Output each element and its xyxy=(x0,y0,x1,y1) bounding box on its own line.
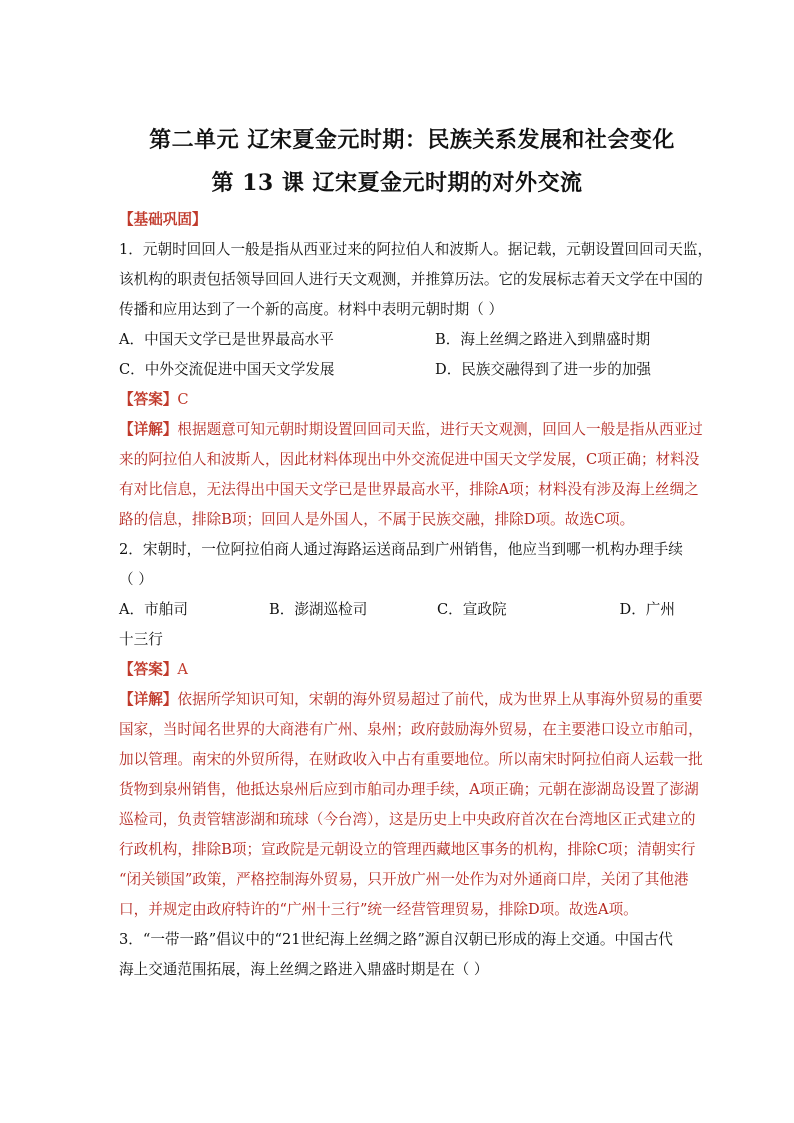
explanation-line: 来的阿拉伯人和波斯人，因此材料体现出中外交流促进中国天文学发展，C项正确；材料没 xyxy=(119,451,700,468)
explanation-line: 行政机构，排除B项；宣政院是元朝设立的管理西藏地区事务的机构，排除C项；清朝实行 xyxy=(119,841,696,858)
question-1-line: 该机构的职责包括领导回回人进行天文观测，并推算历法。它的发展标志着天文学在中国的 xyxy=(119,271,703,288)
explanation-line: 依据所学知识可知，宋朝的海外贸易超过了前代，成为世界上从事海外贸易的重要 xyxy=(177,691,703,708)
question-2 xyxy=(119,535,703,925)
option-a: A．中国天文学已是世界最高水平 xyxy=(119,331,334,348)
explanation-line: 有对比信息，无法得出中国天文学已是世界最高水平，排除A项；材料没有涉及海上丝绸之 xyxy=(119,481,699,498)
question-3-line: 3．“一带一路”倡议中的“21世纪海上丝绸之路”源自汉朝已形成的海上交通。中国古代 xyxy=(119,931,673,948)
explanation-line: “闭关锁国”政策，严格控制海外贸易，只开放广州一处作为对外通商口岸，关闭了其他港 xyxy=(119,871,689,888)
explanation-line: 加以管理。南宋的外贸所得，在财政收入中占有重要地位。所以南宋时阿拉伯商人运载一批 xyxy=(119,751,703,768)
answer-tag: 【答案】 xyxy=(119,391,178,408)
explanation xyxy=(119,685,703,925)
option-d: D．广州 xyxy=(619,601,675,618)
question-3 xyxy=(119,925,675,985)
option-d: D．民族交融得到了进一步的加强 xyxy=(435,361,652,378)
question-2-options-row xyxy=(119,595,675,625)
lesson-title: 第 13 课 辽宋夏金元时期的对外交流 xyxy=(211,170,583,196)
explanation-line: 国家，当时闻名世界的大商港有广州、泉州；政府鼓励海外贸易，在主要港口设立市舶司， xyxy=(119,721,703,738)
question-3-line: 海上交通范围拓展，海上丝绸之路进入鼎盛时期是在（ ） xyxy=(119,961,489,978)
answer-value: C xyxy=(177,391,189,408)
section-heading: 【基础巩固】 xyxy=(119,211,207,228)
option-d-continuation: 十三行 xyxy=(119,631,163,648)
explanation-line: 口，并规定由政府特许的“广州十三行”统一经营管理贸易，排除D项。故选A项。 xyxy=(119,901,638,918)
question-1-line: 传播和应用达到了一个新的高度。材料中表明元朝时期（ ） xyxy=(119,301,504,318)
question-1-options-row xyxy=(119,325,675,355)
question-1 xyxy=(119,235,713,535)
document-body xyxy=(119,205,713,985)
explanation-line: 根据题意可知元朝时期设置回回司天监，进行天文观测，回回人一般是指从西亚过 xyxy=(177,421,703,438)
question-1-line: 1．元朝时回回人一般是指从西亚过来的阿拉伯人和波斯人。据记载，元朝设置回回司天监， xyxy=(119,241,713,258)
answer-line xyxy=(119,385,675,415)
answer-tag: 【答案】 xyxy=(119,661,178,678)
explanation-tag: 【详解】 xyxy=(119,691,178,708)
explanation-line: 货物到泉州销售，他抵达泉州后应到市舶司办理手续，A项正确；元朝在澎湖岛设置了澎湖 xyxy=(119,781,699,798)
answer-line xyxy=(119,655,675,685)
unit-title: 第二单元 辽宋夏金元时期：民族关系发展和社会变化 xyxy=(149,127,675,153)
explanation xyxy=(119,415,703,535)
option-c: C．中外交流促进中国天文学发展 xyxy=(119,361,335,378)
option-b: B．海上丝绸之路进入到鼎盛时期 xyxy=(435,331,651,348)
explanation-line: 巡检司，负责管辖澎湖和琉球（今台湾），这是历史上中央政府首次在台湾地区正式建立的 xyxy=(119,811,696,828)
explanation-line: 路的信息，排除B项；回回人是外国人，不属于民族交融，排除D项。故选C项。 xyxy=(119,511,635,528)
explanation-tag: 【详解】 xyxy=(119,421,178,438)
question-2-line: （ ） xyxy=(119,571,153,588)
option-a: A．市舶司 xyxy=(119,601,188,618)
question-1-options-row xyxy=(119,355,675,385)
option-b: B．澎湖巡检司 xyxy=(269,601,368,618)
answer-value: A xyxy=(177,661,188,678)
question-2-line: 2．宋朝时，一位阿拉伯商人通过海路运送商品到广州销售，他应当到哪一机构办理手续 xyxy=(119,541,683,558)
option-c: C．宣政院 xyxy=(437,601,507,618)
